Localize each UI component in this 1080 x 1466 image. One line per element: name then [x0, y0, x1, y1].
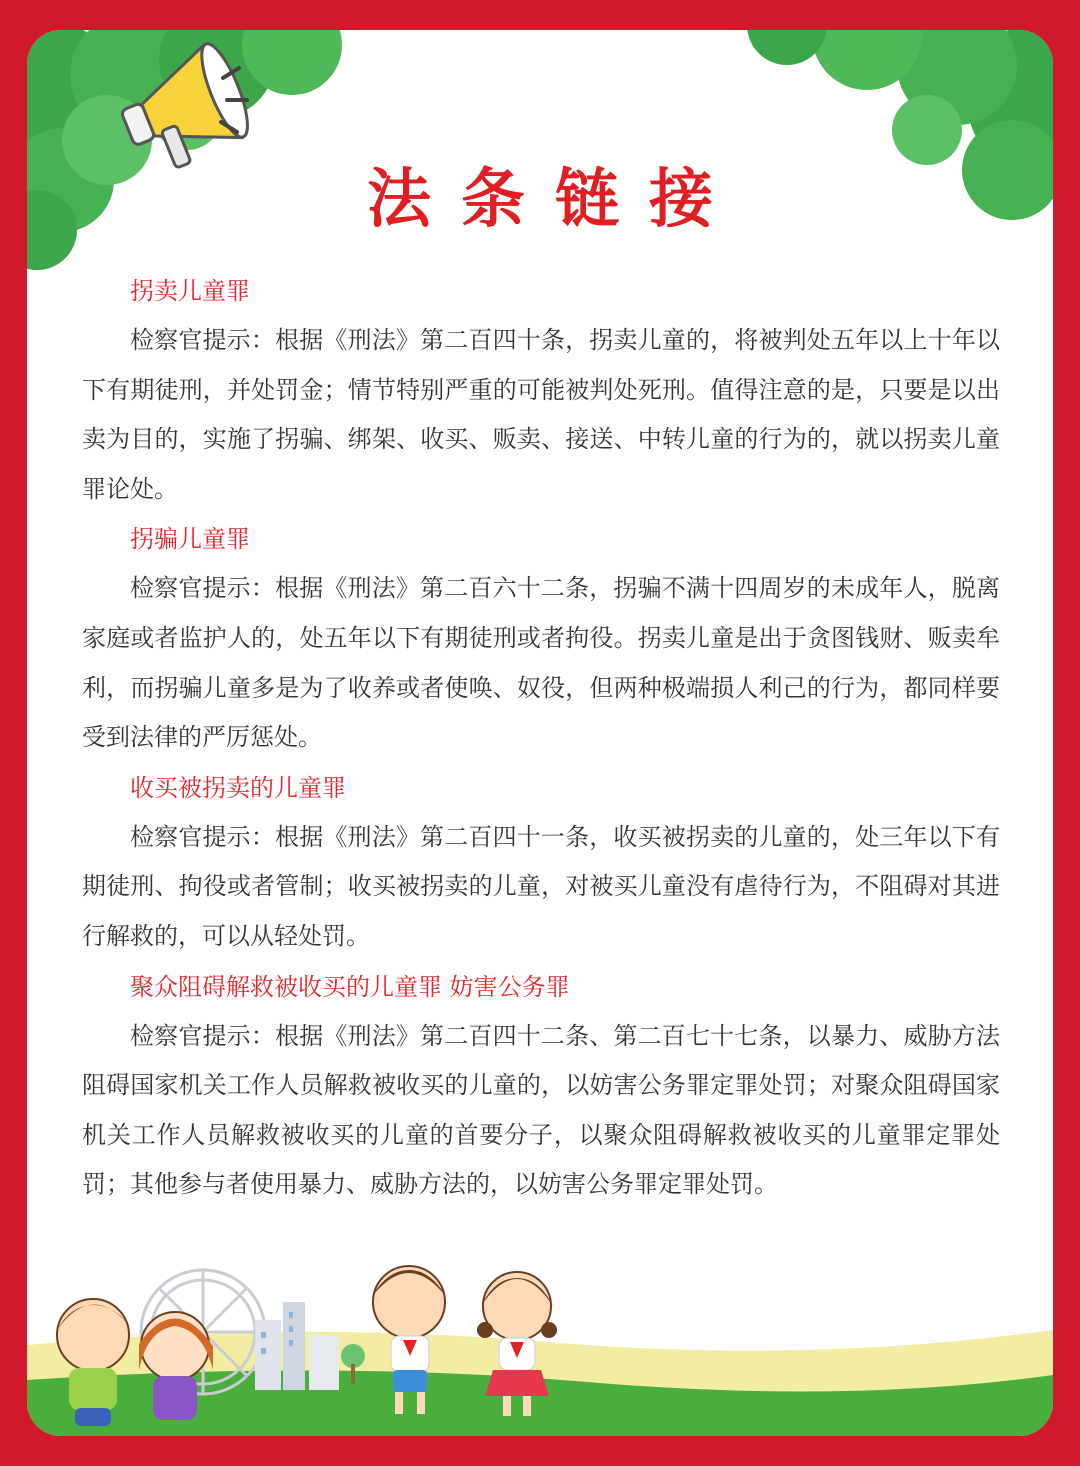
poster-card: [27, 30, 1053, 1436]
law-section-child-abduction: [82, 514, 1000, 762]
law-section-obstructing-rescue: [82, 962, 1000, 1210]
section-body: 检察官提示：根据《刑法》第二百四十条，拐卖儿童的，将被判处五年以上十年以下有期徒刑，并处罚金；情节特别严重的可能被判处死刑。值得注意的是，只要是以出卖为目的，实施了拐骗、绑架、收买、贩卖、接送、中转儿童的行为的，就以拐卖儿童罪论处。: [82, 326, 1000, 503]
section-heading: 聚众阻碍解救被收买的儿童罪 妨害公务罪: [130, 972, 570, 1001]
section-heading: 拐卖儿童罪: [130, 277, 250, 305]
section-heading: 收买被拐卖的儿童罪: [130, 773, 346, 802]
law-section-buying-trafficked-children: [82, 763, 1000, 962]
section-body: 检察官提示：根据《刑法》第二百四十一条，收买被拐卖的儿童的，处三年以下有期徒刑、拘役或者管制；收买被拐卖的儿童，对被买儿童没有虐待行为，不阻碍对其进行解救的，可以从轻处罚。: [82, 822, 1000, 950]
section-body: 检察官提示：根据《刑法》第二百六十二条，拐骗不满十四周岁的未成年人，脱离家庭或者监护人的，处五年以下有期徒刑或者拘役。拐卖儿童是出于贪图钱财、贩卖牟利，而拐骗儿童多是为了收养或者使唤、奴役，但两种极端损人利己的行为，都同样要受到法律的严厉惩处。: [82, 574, 1000, 752]
law-articles: [82, 266, 1000, 1210]
law-section-child-trafficking: [82, 266, 1000, 514]
section-heading: 拐骗儿童罪: [130, 525, 250, 554]
page-title: 法条链接: [367, 162, 743, 237]
section-body: 检察官提示：根据《刑法》第二百四十二条、第二百七十七条，以暴力、威胁方法阻碍国家机关工作人员解救被收买的儿童的，以妨害公务罪定罪处罚；对聚众阻碍国家机关工作人员解救被收买的儿童的首要分子，以聚众阻碍解救被收买的儿童罪定罪处罚；其他参与者使用暴力、威胁方法的，以妨害公务罪定罪处罚。: [82, 1021, 1000, 1199]
